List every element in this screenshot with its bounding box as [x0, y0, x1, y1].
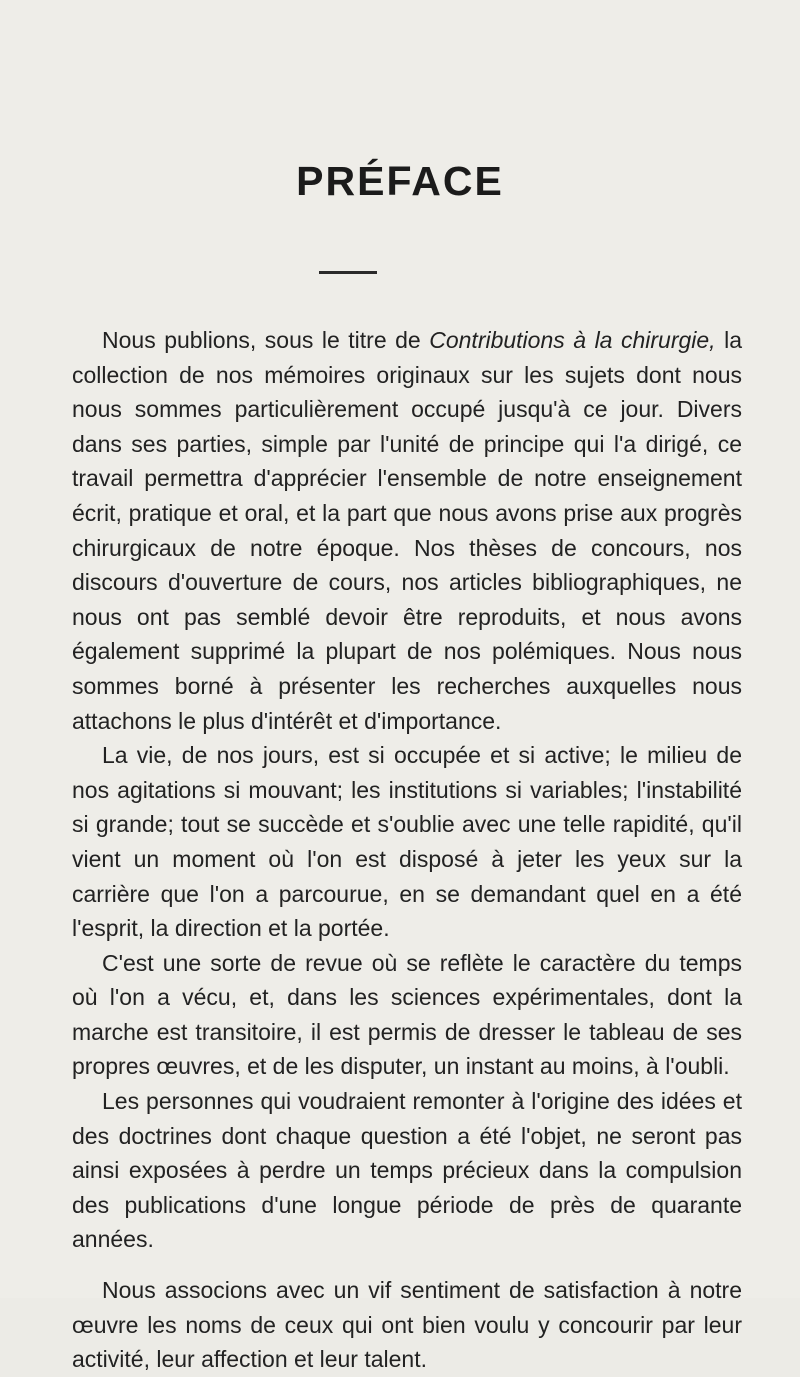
- paragraph-1: [72, 323, 742, 738]
- paragraph-4: Les personnes qui voudraient remonter à l'origine des idées et des doctrines dont chaque question a été l'objet, ne seront pas ainsi exposées à perdre un temps précieux dans la compulsion des publications d'une longue période de près de quarante années.: [72, 1088, 742, 1253]
- paragraph-1-start: Nous publions, sous le titre de: [102, 327, 430, 353]
- paragraph-1-rest: la collection de nos mémoires originaux sur les sujets dont nous nous sommes particulièrement occupé jusqu'à ce jour. Divers dans ses parties, simple par l'unité de principe qui l'a dirigé, ce travail permettra d'apprécier l'ensemble de notre enseignement écrit, pratique et oral, et la part que nous avons prise aux progrès chirurgicaux de notre époque. Nos thèses de concours, nos discours d'ouverture de cours, nos articles bibliographiques, ne nous ont pas semblé devoir être reproduits, et nous avons également supprimé la plupart de nos polémiques. Nous nous sommes borné à présenter les recherches auxquelles nous attachons le plus d'intérêt et d'importance.: [72, 327, 742, 734]
- book-title-italic: Contributions à la chirurgie,: [429, 327, 716, 353]
- page-title: PRÉFACE: [296, 158, 504, 204]
- title-divider: [319, 271, 377, 274]
- preface-body: [72, 323, 742, 1377]
- paragraph-5: Nous associons avec un vif sentiment de satisfaction à notre œuvre les noms de ceux qui ont bien voulu y concourir par leur activité, leur affection et leur talent.: [72, 1277, 742, 1373]
- paragraph-2: La vie, de nos jours, est si occupée et si active; le milieu de nos agitations si mouvant; les institutions si variables; l'instabilité si grande; tout se succède et s'oublie avec une telle rapidité, qu'il vient un moment où l'on est disposé à jeter les yeux sur la carrière que l'on a parcourue, en se demandant quel en a été l'esprit, la direction et la portée.: [72, 742, 742, 942]
- paragraph-3: C'est une sorte de revue où se reflète le caractère du temps où l'on a vécu, et, dans les sciences expérimentales, dont la marche est transitoire, il est permis de dresser le tableau de ses propres œuvres, et de les disputer, un instant au moins, à l'oubli.: [72, 949, 742, 1080]
